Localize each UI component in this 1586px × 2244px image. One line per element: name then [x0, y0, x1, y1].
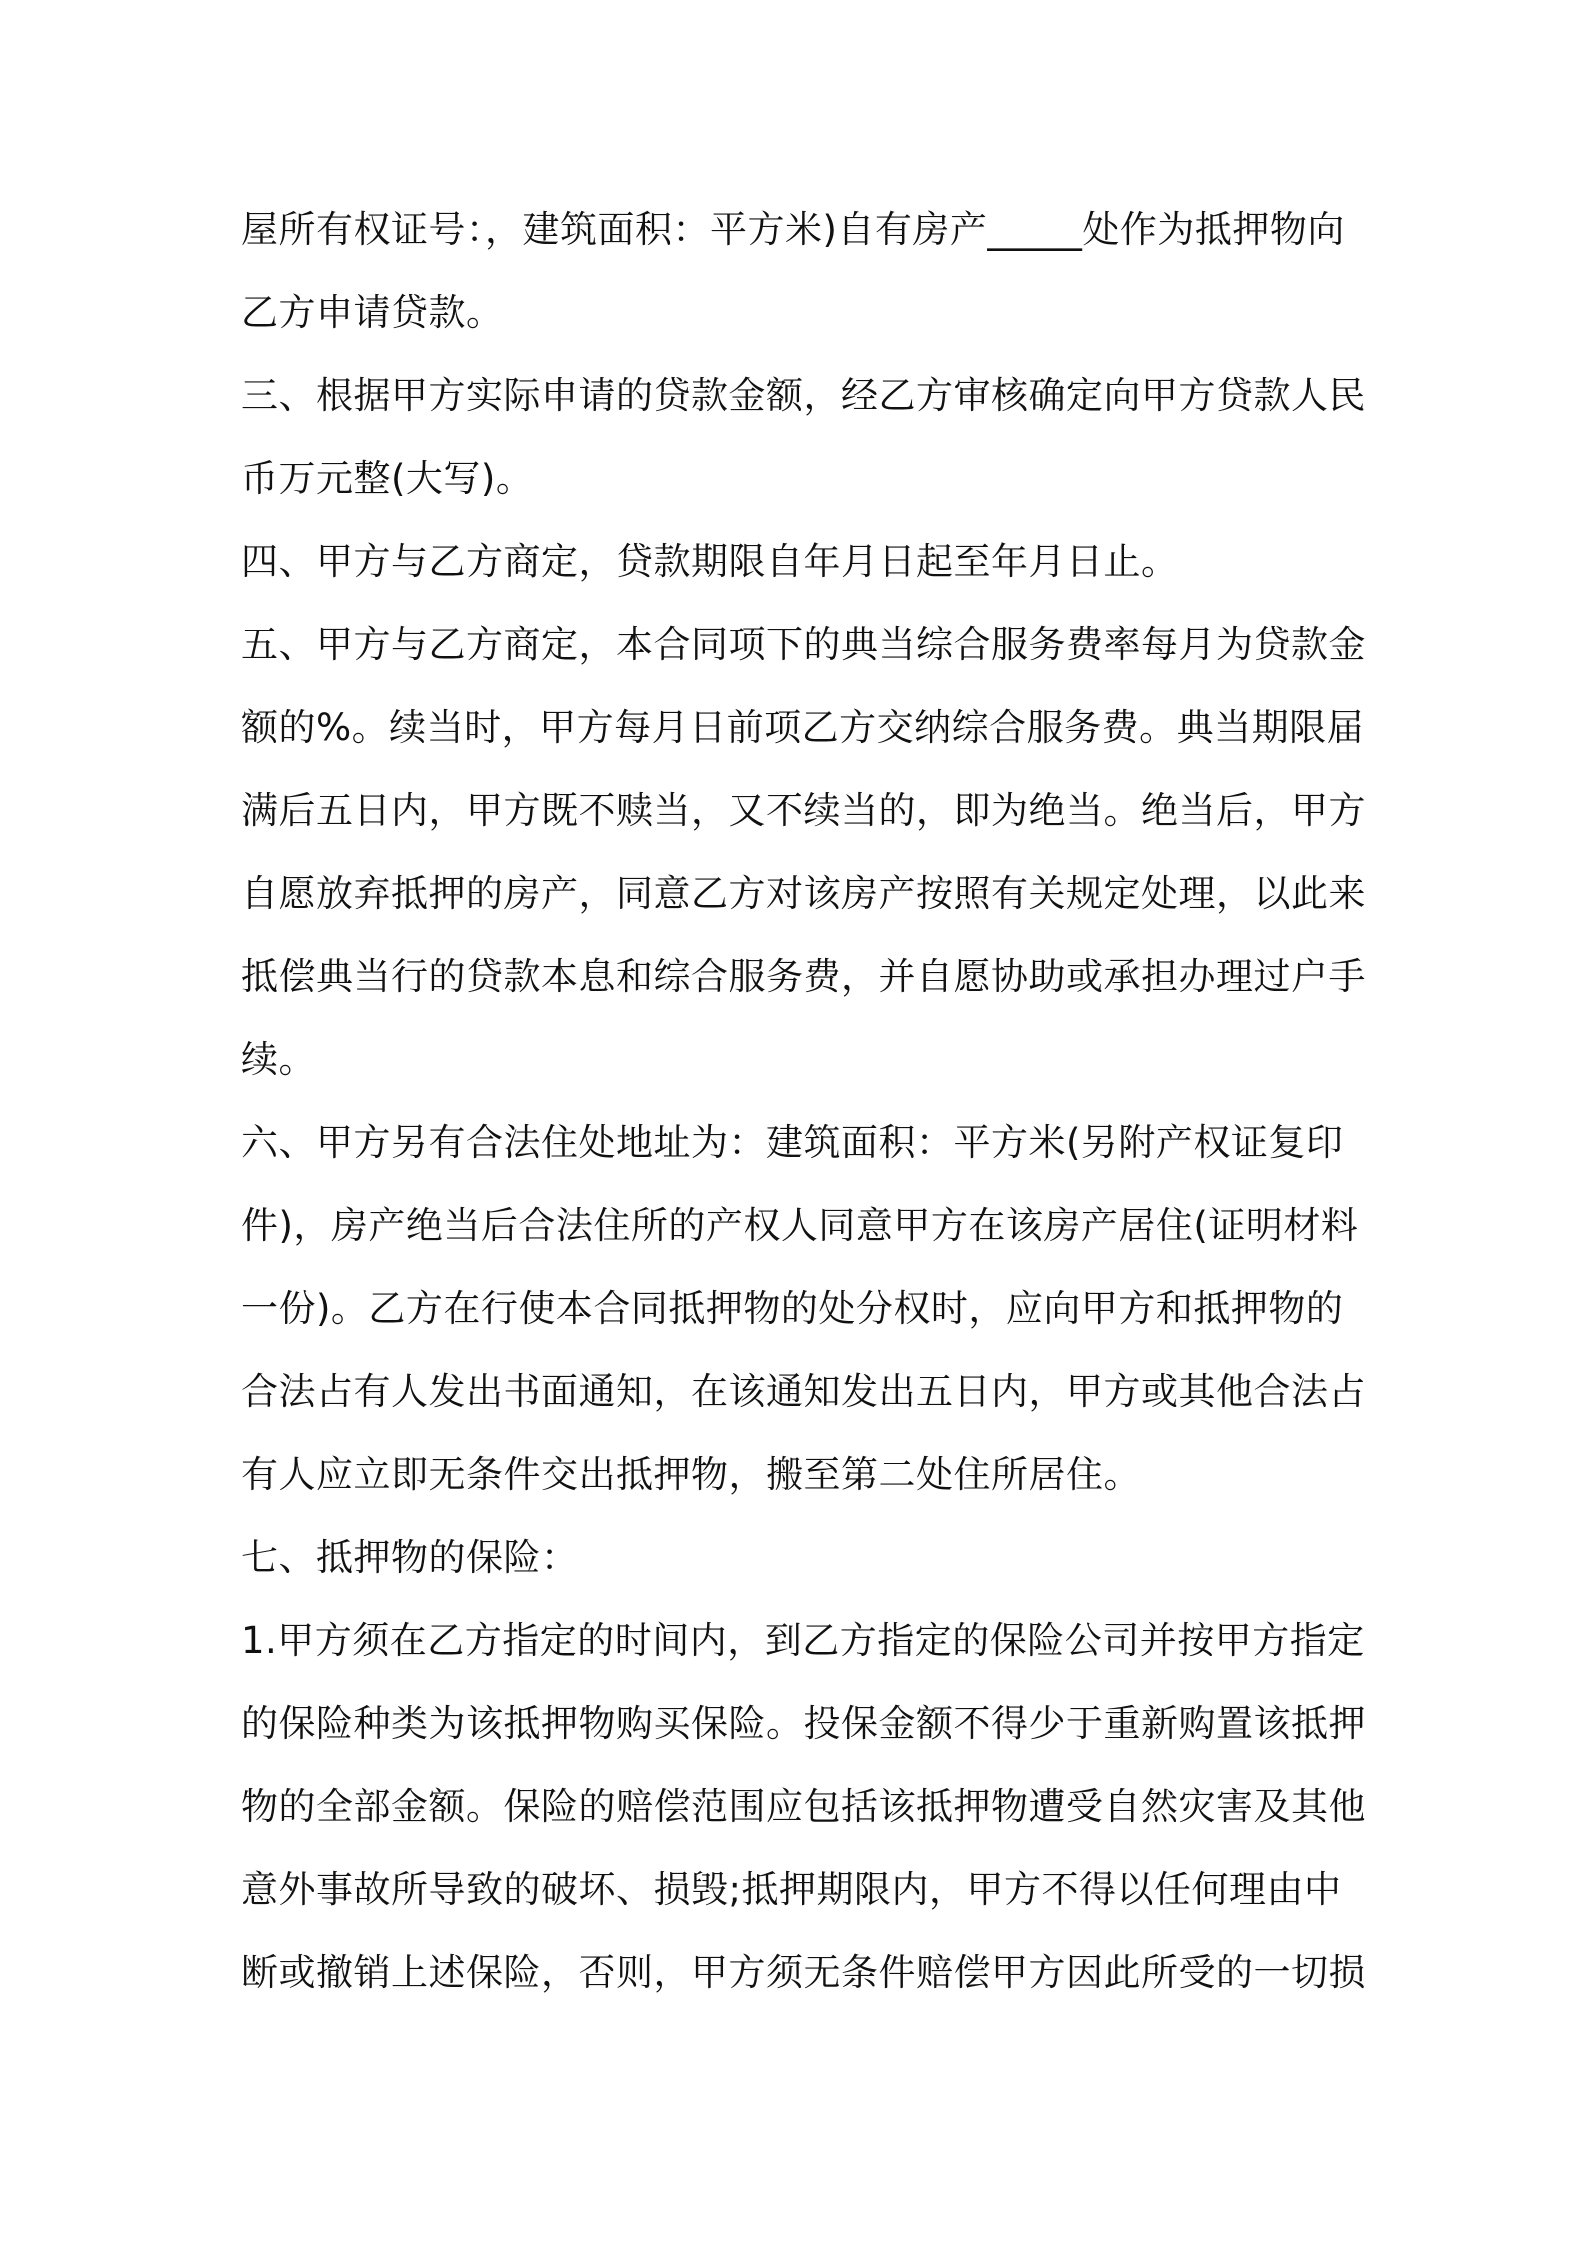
text-line: 满后五日内，甲方既不赎当，又不续当的，即为绝当。绝当后，甲方: [241, 789, 1366, 832]
text-line: 有人应立即无条件交出抵押物，搬至第二处住所居住。: [241, 1453, 1141, 1496]
text-line: 一份)。乙方在行使本合同抵押物的处分权时，应向甲方和抵押物的: [241, 1287, 1344, 1330]
text-line: 抵偿典当行的贷款本息和综合服务费，并自愿协助或承担办理过户手: [241, 955, 1366, 998]
text-line: 六、甲方另有合法住处地址为：建筑面积：平方米(另附产权证复印: [241, 1121, 1344, 1164]
text-line: 断或撤销上述保险，否则，甲方须无条件赔偿甲方因此所受的一切损: [241, 1951, 1366, 1994]
text-line: 的保险种类为该抵押物购买保险。投保金额不得少于重新购置该抵押: [241, 1702, 1366, 1745]
contract-body: [241, 188, 1366, 2014]
text-line: 四、甲方与乙方商定，贷款期限自年月日起至年月日止。: [241, 540, 1179, 583]
text-line: 屋所有权证号：，建筑面积：平方米)自有房产_____处作为抵押物向: [241, 208, 1345, 251]
text-line: 七、抵押物的保险：: [241, 1536, 579, 1579]
text-line: 物的全部金额。保险的赔偿范围应包括该抵押物遭受自然灾害及其他: [241, 1785, 1366, 1828]
text-line: 意外事故所导致的破坏、损毁;抵押期限内，甲方不得以任何理由中: [241, 1868, 1342, 1911]
text-line: 续。: [241, 1038, 316, 1081]
text-line: 乙方申请贷款。: [241, 291, 504, 334]
text-line: 自愿放弃抵押的房产，同意乙方对该房产按照有关规定处理，以此来: [241, 872, 1366, 915]
text-line: 件)，房产绝当后合法住所的产权人同意甲方在该房产居住(证明材料: [241, 1204, 1359, 1247]
text-line: 币万元整(大写)。: [241, 457, 534, 500]
text-line: 额的%。续当时，甲方每月日前项乙方交纳综合服务费。典当期限届: [241, 706, 1365, 749]
text-line: 五、甲方与乙方商定，本合同项下的典当综合服务费率每月为贷款金: [241, 623, 1366, 666]
text-line: 三、根据甲方实际申请的贷款金额，经乙方审核确定向甲方贷款人民: [241, 374, 1366, 417]
text-line: 1.甲方须在乙方指定的时间内，到乙方指定的保险公司并按甲方指定: [241, 1619, 1365, 1662]
text-line: 合法占有人发出书面通知，在该通知发出五日内，甲方或其他合法占: [241, 1370, 1366, 1413]
